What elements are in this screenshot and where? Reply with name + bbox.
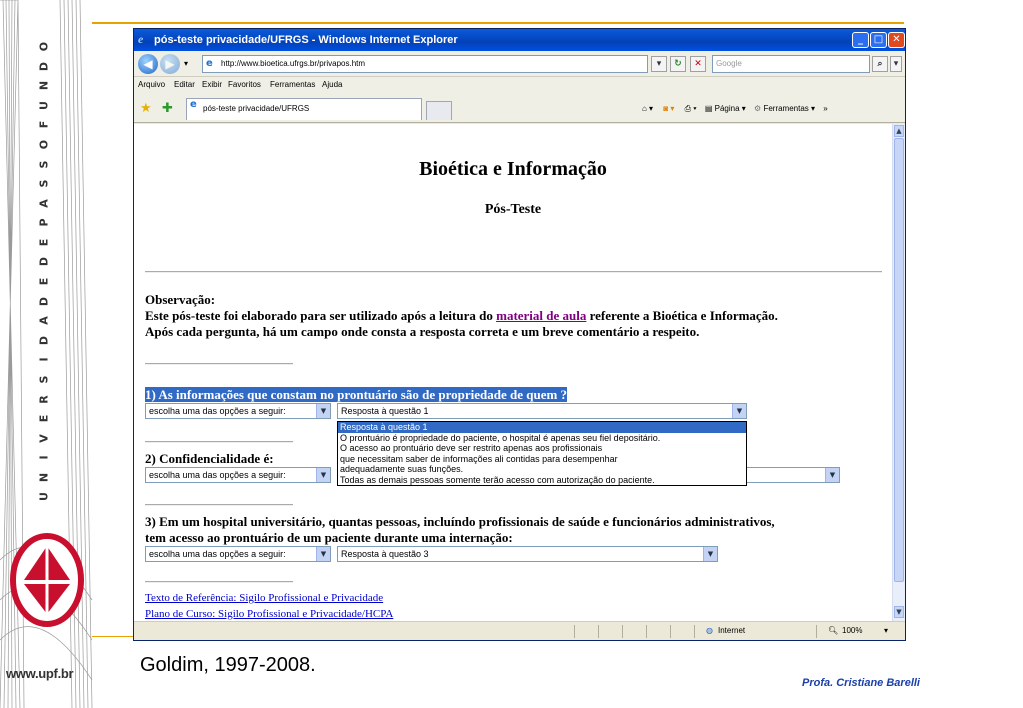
vertical-letter: D: [37, 61, 51, 71]
vertical-letter: E: [37, 414, 51, 423]
tab-label: pós-teste privacidade/UFRGS: [203, 104, 310, 113]
print-icon[interactable]: ⎙ ▾: [684, 104, 697, 113]
question-3-title-line-2: tem acesso ao prontuário de um paciente durante uma internação:: [145, 530, 513, 545]
divider: [145, 271, 882, 273]
observation-line-1: [145, 308, 778, 324]
select-value: escolha uma das opções a seguir:: [149, 406, 286, 416]
menu-bar: [134, 77, 905, 93]
status-bar: [134, 621, 905, 640]
divider: [145, 441, 293, 443]
chevron-down-icon: ▼: [316, 468, 330, 482]
window-titlebar[interactable]: [134, 29, 905, 51]
vertical-letter: V: [37, 433, 51, 443]
vertical-letter: R: [37, 394, 51, 404]
menu-exibir[interactable]: Exibir: [202, 80, 223, 89]
dropdown-option[interactable]: O prontuário é propriedade do paciente, o hospital é apenas seu fiel depositário.: [340, 432, 661, 443]
vertical-letter: N: [37, 472, 51, 482]
favorites-tab-bar: [134, 93, 905, 123]
menu-editar[interactable]: Editar: [174, 80, 195, 89]
dropdown-option[interactable]: Todas as demais pessoas somente terão acesso com autorização do paciente.: [340, 474, 655, 485]
menu-arquivo[interactable]: Arquivo: [138, 80, 166, 89]
close-icon[interactable]: ✕: [888, 32, 905, 48]
add-favorite-icon[interactable]: ✚: [162, 101, 173, 116]
browser-window: [133, 28, 906, 641]
question-1-title: [145, 387, 567, 403]
select-value: escolha uma das opções a seguir:: [149, 549, 286, 559]
observation-label: Observação:: [145, 292, 216, 307]
refresh-icon[interactable]: ↻: [670, 56, 686, 72]
question-3-answer-select[interactable]: [337, 546, 718, 562]
vertical-letter: D: [37, 296, 51, 306]
dropdown-option[interactable]: que necessitam saber de informações ali contidas para desempenhar: [340, 453, 618, 464]
menu-ferramentas[interactable]: Ferramentas: [270, 80, 316, 89]
tools-menu[interactable]: Ferramentas: [763, 104, 809, 113]
stop-icon[interactable]: ✕: [690, 56, 706, 72]
address-text: http://www.bioetica.ufrgs.br/privapos.htm: [221, 59, 366, 68]
security-zone: Internet: [718, 626, 746, 635]
search-options-icon[interactable]: ▾: [890, 56, 902, 72]
home-icon[interactable]: ⌂ ▾: [642, 104, 654, 113]
new-tab-button[interactable]: [426, 101, 452, 120]
forward-arrow-icon[interactable]: ▶: [160, 54, 180, 74]
chevron-down-icon: ▼: [703, 547, 717, 561]
divider: [145, 363, 293, 365]
tab-current-page[interactable]: [186, 98, 422, 120]
vertical-letter: E: [37, 238, 51, 247]
vertical-scrollbar[interactable]: [892, 124, 905, 621]
tab-page-icon: e: [190, 99, 197, 110]
select-value: Resposta à questão 3: [341, 549, 429, 559]
status-divider: [622, 625, 623, 638]
question-3-title-line-1: 3) Em um hospital universitário, quantas pessoas, incluíndo profissionais de saúde e funcionários administrativos,: [145, 514, 775, 529]
address-bar[interactable]: [202, 55, 648, 73]
question-2-title: 2) Confidencialidade é:: [145, 451, 274, 466]
zoom-icon: 🔍︎: [828, 626, 839, 635]
maximize-icon[interactable]: □: [870, 32, 887, 48]
vertical-letter: D: [37, 257, 51, 267]
vertical-letter: A: [37, 316, 51, 325]
status-divider: [646, 625, 647, 638]
page-icon: e: [206, 58, 213, 69]
feeds-icon[interactable]: ◙ ▾: [663, 104, 675, 113]
minimize-icon[interactable]: _: [852, 32, 869, 48]
dropdown-option[interactable]: Resposta à questão 1: [338, 422, 746, 433]
university-vertical-text: [24, 40, 64, 510]
vertical-letter: O: [37, 41, 51, 52]
history-dropdown-icon[interactable]: ▾: [184, 59, 189, 68]
divider: [145, 581, 293, 583]
vertical-letter: I: [37, 455, 51, 460]
command-bar: ⌂ ▾ ◙ ▾ ⎙ ▾ ▤ Página ▾ ⚙ Ferramentas ▾ »: [642, 104, 828, 113]
ie-icon: e: [138, 32, 144, 46]
tools-gear-icon: ⚙: [754, 104, 762, 113]
search-icon[interactable]: ⌕: [872, 56, 888, 72]
vertical-letter: F: [37, 121, 51, 129]
vertical-letter: I: [37, 357, 51, 362]
vertical-letter: S: [37, 179, 51, 188]
observation-text-end: referente a Bioética e Informação.: [586, 308, 778, 323]
vertical-letter: E: [37, 277, 51, 286]
chevron-down-icon: ▼: [825, 468, 839, 482]
vertical-letter: U: [37, 492, 51, 502]
scrollbar-thumb[interactable]: [894, 138, 904, 582]
status-divider: [816, 625, 817, 638]
divider: [145, 504, 293, 506]
status-divider: [694, 625, 695, 638]
vertical-letter: O: [37, 139, 51, 150]
chevron-down-icon: ▼: [316, 404, 330, 418]
vertical-letter: A: [37, 198, 51, 208]
page-subtitle: Pós-Teste: [484, 202, 542, 217]
reference-link-plano[interactable]: Plano de Curso: Sigilo Profissional e Privacidade/HCPA: [145, 608, 394, 620]
top-accent-rule: [92, 22, 904, 24]
reference-link-texto[interactable]: Texto de Referência: Sigilo Profissional e Privacidade: [145, 592, 384, 604]
observation-text: Este pós-teste foi elaborado para ser utilizado após a leitura do: [145, 308, 497, 323]
logo-url-text: www.upf.br: [6, 666, 74, 681]
scroll-up-icon[interactable]: ▲: [894, 125, 904, 137]
zoom-dropdown-icon[interactable]: ▾: [884, 626, 889, 635]
search-input[interactable]: Google: [712, 55, 870, 73]
vertical-letter: S: [37, 160, 51, 168]
page-menu[interactable]: Página: [714, 104, 740, 113]
globe-icon: ◍: [706, 626, 713, 635]
status-divider: [574, 625, 575, 638]
question-1-answer-select[interactable]: [337, 403, 747, 419]
credit-text: Goldim, 1997-2008.: [140, 654, 316, 676]
question-1-choice-select[interactable]: [145, 403, 331, 419]
question-3-choice-select[interactable]: [145, 546, 331, 562]
window-title: pós-teste privacidade/UFRGS - Windows Internet Explorer: [154, 34, 458, 46]
scroll-down-icon[interactable]: ▼: [894, 606, 904, 618]
material-de-aula-link[interactable]: material de aula: [496, 308, 587, 323]
back-arrow-icon[interactable]: ◀: [138, 54, 158, 74]
observation-line-2: Após cada pergunta, há um campo onde consta a resposta correta e um breve comentário a respeito.: [145, 324, 700, 339]
navigation-bar: [134, 51, 905, 77]
question-1-title-highlighted: 1) As informações que constam no prontuário são de propriedade de quem ?: [145, 387, 568, 402]
status-divider: [598, 625, 599, 638]
address-dropdown-icon[interactable]: ▾: [651, 56, 667, 72]
vertical-letter: D: [37, 335, 51, 345]
chevron-down-icon: ▼: [732, 404, 746, 418]
select-value: escolha uma das opções a seguir:: [149, 470, 286, 480]
chevron-more-icon[interactable]: »: [823, 104, 828, 113]
menu-favoritos[interactable]: Favoritos: [228, 80, 261, 89]
vertical-letter: P: [37, 218, 51, 227]
zoom-level[interactable]: 100%: [842, 626, 863, 635]
page-content: [134, 124, 892, 621]
page-menu-icon: ▤: [704, 104, 713, 113]
status-divider: [670, 625, 671, 638]
chevron-down-icon: ▼: [316, 547, 330, 561]
vertical-letter: S: [37, 375, 51, 384]
question-1-answer-dropdown[interactable]: [337, 421, 747, 486]
question-2-answer-select[interactable]: [746, 467, 840, 483]
dropdown-option[interactable]: O acesso ao prontuário deve ser restrito apenas aos profissionais: [340, 443, 603, 453]
menu-ajuda[interactable]: Ajuda: [322, 80, 343, 89]
page-title: Bioética e Informação: [419, 158, 607, 180]
upf-logo: [6, 528, 88, 632]
favorites-star-icon[interactable]: ★: [140, 101, 152, 116]
question-2-choice-select[interactable]: [145, 467, 331, 483]
author-text: Profa. Cristiane Barelli: [802, 677, 920, 689]
vertical-letter: U: [37, 100, 51, 110]
vertical-letter: N: [37, 81, 51, 91]
dropdown-option[interactable]: adequadamente suas funções.: [340, 464, 464, 474]
select-value: Resposta à questão 1: [341, 406, 429, 416]
